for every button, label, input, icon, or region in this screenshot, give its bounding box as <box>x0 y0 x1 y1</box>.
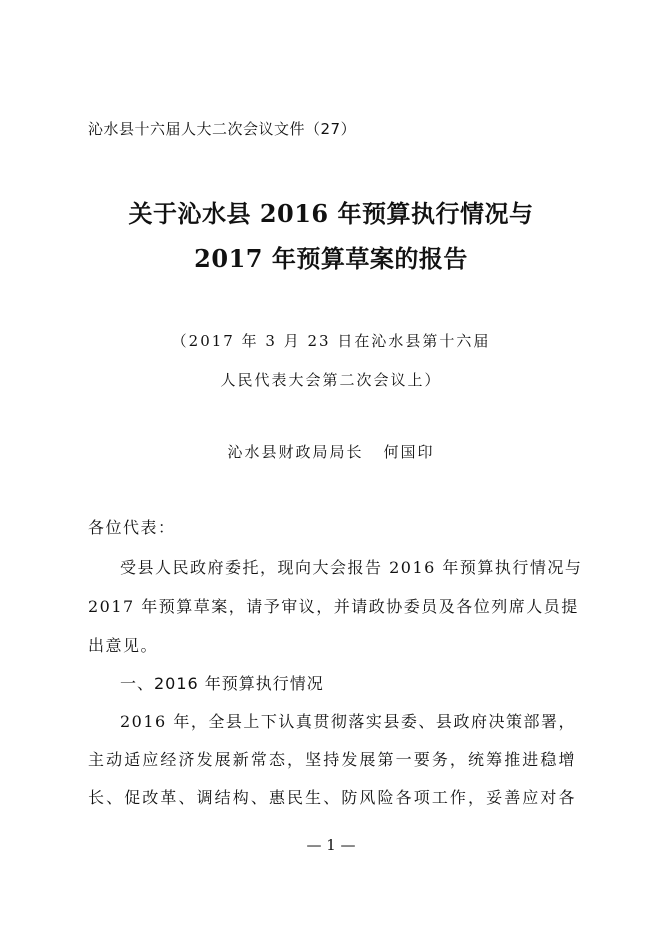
meeting-info-line-1: （2017 年 3 月 23 日在沁水县第十六届 <box>171 332 491 350</box>
meeting-info-line-2: 人民代表大会第二次会议上） <box>220 371 442 389</box>
report-title-line-2: 2017 年预算草案的报告 <box>194 244 468 273</box>
paragraph-1-line-1: 受县人民政府委托，现向大会报告 2016 年预算执行情况与 <box>120 558 583 577</box>
paragraph-2-line-1: 2016 年，全县上下认真贯彻落实县委、县政府决策部署， <box>120 712 576 731</box>
paragraph-2-line-3: 长、促改革、调结构、惠民生、防风险各项工作，妥善应对各 <box>88 788 576 807</box>
author-name: 何国印 <box>383 443 435 461</box>
report-title-line-1: 关于沁水县 2016 年预算执行情况与 <box>128 199 534 228</box>
page-number: — 1 — <box>306 836 356 854</box>
paragraph-2-line-2: 主动适应经济发展新常态，坚持发展第一要务，统筹推进稳增 <box>88 750 576 769</box>
document-label: 沁水县十六届人大二次会议文件（27） <box>88 120 357 138</box>
paragraph-1-line-2: 2017 年预算草案，请予审议，并请政协委员及各位列席人员提 <box>88 597 579 616</box>
section-1-heading: 一、2016 年预算执行情况 <box>120 674 324 693</box>
author-line <box>0 441 662 462</box>
author-position: 沁水县财政局局长 <box>227 443 364 461</box>
salutation: 各位代表： <box>88 518 176 537</box>
paragraph-1-line-3: 出意见。 <box>88 636 159 655</box>
